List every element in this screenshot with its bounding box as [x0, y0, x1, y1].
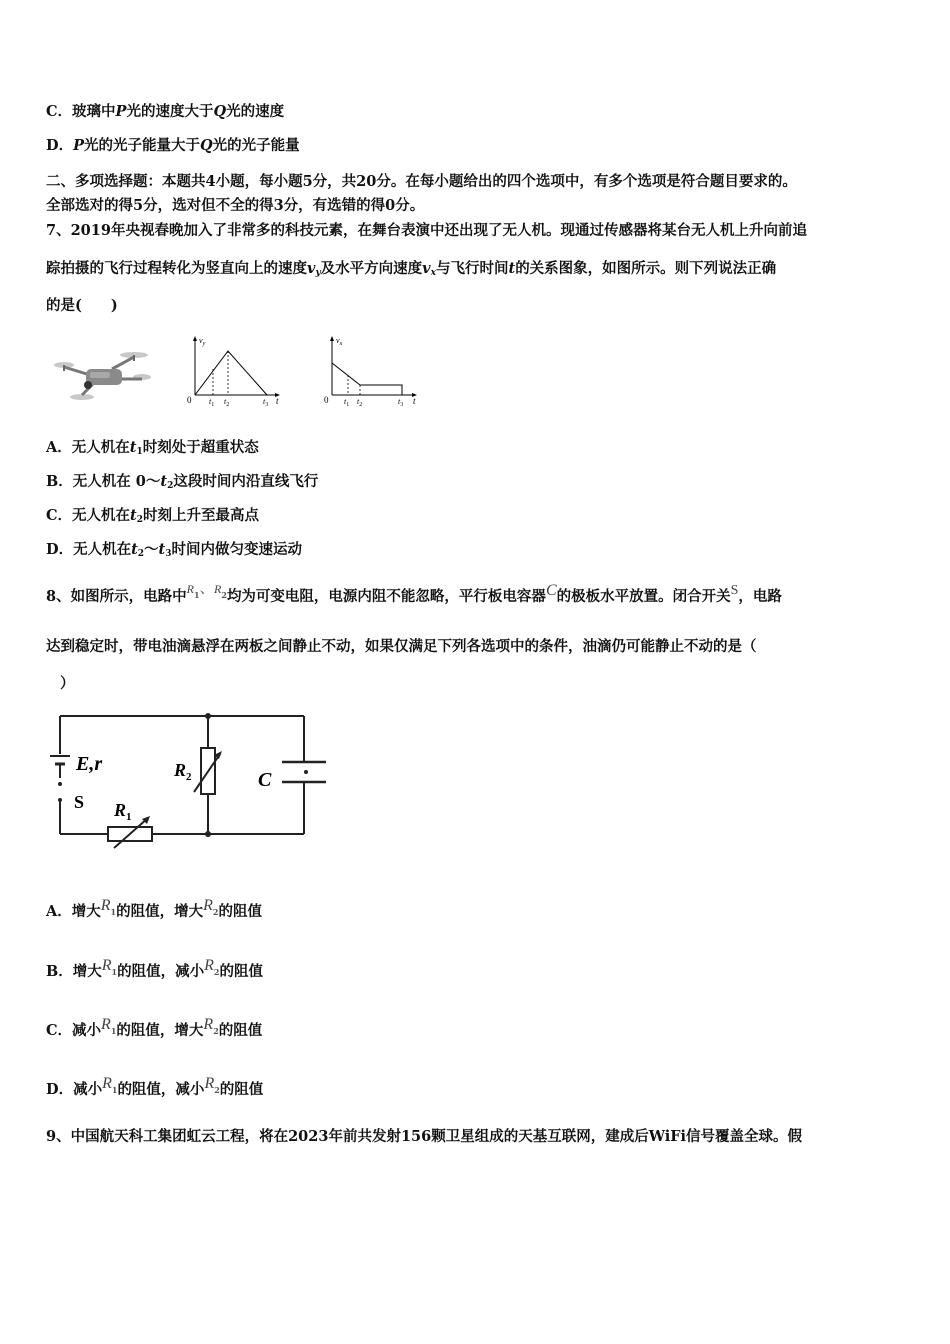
- q6-option-d: D．P光的光子能量大于Q光的光子能量: [46, 137, 300, 154]
- circuit-diagram: [44, 708, 334, 858]
- q7-stem-line1: 7、2019年央视春晚加入了非常多的科技元素，在舞台表演中还出现了无人机。现通过传感器将某台无人机上升向前追: [46, 222, 807, 239]
- q8-option-a: A．增大R1的阻值，增大R2的阻值: [46, 897, 262, 920]
- vx-axis-label: v: [336, 336, 340, 345]
- svg-text:vy: $v_y$: [199, 336, 206, 347]
- circuit-label-er: E,r: [76, 753, 103, 775]
- q7-stem-line3: 的是( ): [46, 297, 118, 314]
- section2-line1: 二、多项选择题：本题共4小题，每小题5分，共20分。在每小题给出的四个选项中，有多个选项是符合题目要求的。: [46, 173, 797, 190]
- vx-origin: 0: [324, 395, 329, 405]
- q7-option-d: D．无人机在$t_2\sim t_3$时间内做匀变速运动: [46, 541, 303, 559]
- section2-line2: 全部选对的得5分，选对但不全的得3分，有选错的得0分。: [46, 197, 425, 214]
- vy-t-graph: [185, 333, 285, 407]
- svg-text:t3: $t_3$: [398, 397, 404, 407]
- q7-stem-line2: 踪拍摄的飞行过程转化为竖直向上的速度vy及水平方向速度vx与飞行时间t的关系图象，如图所示。则下列说法正确: [46, 260, 777, 278]
- q7-option-a: A．无人机在$t_1$时刻处于超重状态: [46, 439, 259, 457]
- q6-option-c: C．玻璃中P光的速度大于Q光的速度: [46, 103, 285, 120]
- svg-text:t: t: [276, 396, 279, 406]
- svg-text:t1: $t_1$: [344, 397, 350, 407]
- svg-text:t: t: [413, 396, 416, 406]
- drone-illustration: [50, 345, 154, 407]
- q8-stem-line2: 达到稳定时，带电油滴悬浮在两板之间静止不动，如果仅满足下列各选项中的条件，油滴仍可能静止不动的是（: [46, 638, 757, 655]
- vy-origin: 0: [187, 395, 192, 405]
- q7-option-b: B．无人机在 $0\sim t_2$这段时间内沿直线飞行: [46, 473, 319, 491]
- q8-option-c: C．减小R1的阻值，增大R2的阻值: [46, 1016, 263, 1039]
- vy-axis-label: v: [199, 336, 203, 345]
- circuit-label-r2: $R_2$: [174, 760, 192, 783]
- q9-stem-line1: 9、中国航天科工集团虹云工程，将在2023年前共发射156颗卫星组成的天基互联网，建成后WiFi信号覆盖全球。假: [46, 1128, 803, 1145]
- svg-text:t1: $t_1$: [209, 397, 215, 407]
- svg-text:t3: $t_3$: [263, 397, 269, 407]
- circuit-label-c: C: [258, 769, 272, 791]
- q8-stem-line1: 8、如图所示，电路中$^{R1}$、$^{R2}$均为可变电阻，电源内阻不能忽略，平行板电容器C的极板水平放置。闭合开关S，电路: [46, 581, 782, 605]
- circuit-label-r1: $R_1$: [114, 800, 132, 823]
- circuit-label-s: S: [74, 792, 85, 812]
- vx-t-graph: [322, 333, 422, 407]
- q8-stem-line3: ）: [60, 675, 75, 692]
- svg-text:t2: $t_2$: [357, 397, 363, 407]
- q8-option-b: B．增大R1的阻值，减小R2的阻值: [46, 957, 263, 980]
- q7-option-c: C．无人机在$t_2$时刻上升至最高点: [46, 507, 260, 525]
- svg-text:t2: $t_2$: [224, 397, 230, 407]
- q8-option-d: D．减小R1的阻值，减小R2的阻值: [46, 1075, 264, 1098]
- svg-text:vx: $v_x$: [336, 336, 343, 347]
